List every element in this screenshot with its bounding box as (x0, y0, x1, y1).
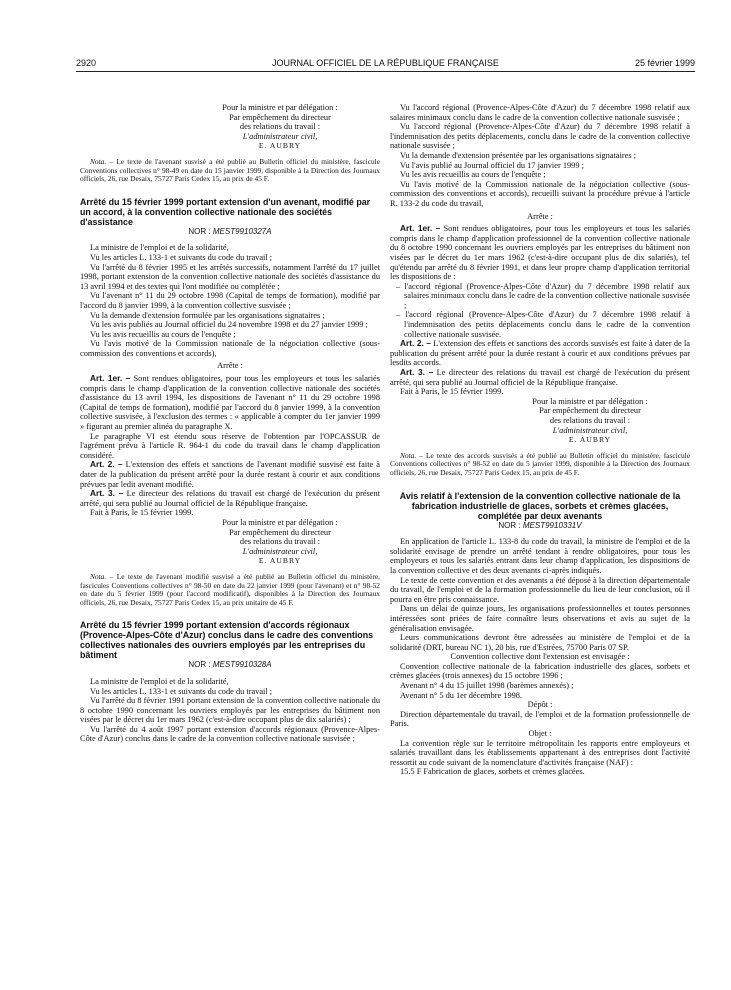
signature-block (490, 397, 690, 445)
left-column (80, 103, 380, 744)
body-paragraph: Vu la demande d'extension présentée par les organisations signataires ; (400, 150, 637, 160)
nor-label: NOR : (498, 520, 521, 530)
body-paragraph: Convention collective nationale de la fabrication industrielle des glaces, sorbets et crèmes glacées (trois annexes) du 15 octobre 1996 ; (390, 661, 690, 681)
nota-text: Le texte des accords susvisés a été publié au Bulletin officiel du ministère, fascicule Conventions collectives n° 98-52 en date du 5 janvier 1999, disponible à la Direction des Journaux officiels, 26, rue Desaix, 75727 Paris Cedex 15, au prix de 45 F. (390, 450, 690, 477)
section-heading: Convention collective dont l'extension est envisagée : (450, 652, 630, 662)
journal-title: JOURNAL OFFICIEL DE LA RÉPUBLIQUE FRANÇAISE (272, 58, 499, 68)
arrete-word: Arrête : (217, 361, 243, 371)
body-paragraph: La ministre de l'emploi et de la solidarité, (90, 676, 229, 686)
fait-line: Fait à Paris, le 15 février 1999. (90, 508, 194, 518)
issue-date: 25 février 1999 (634, 58, 695, 68)
body-paragraph: Vu les avis publiés au Journal officiel du 24 novembre 1998 et du 27 janvier 1999 ; (90, 320, 368, 330)
signature-line: Pour la ministre et par délégation : (222, 517, 338, 527)
signature-line: des relations du travail : (239, 537, 321, 547)
article-text: L'extension des effets et sanctions des accords susvisés est faite à dater de la publication du présent arrêté pour la durée restant à courir et aux conditions prévues par lesdits accords. (390, 339, 691, 368)
body-paragraph: Vu l'arrêté du 8 février 1995 et les arrêtés successifs, notamment l'arrêté du 17 juillet 1998, portant extension de la convention collective nationale des sociétés d'assistance du 13 avril 1994 et des textes qui l'ont modifiée ou complétée ; (80, 262, 380, 291)
nota-paragraph (80, 158, 380, 184)
body-paragraph: Avenant n° 5 du 1er décembre 1998. (400, 690, 523, 700)
body-paragraph: Dans un délai de quinze jours, les organisations professionnelles et toutes personnes intéressées sont priées de faire connaître leurs observations et avis au sujet de la généralisation envisagée. (390, 604, 690, 633)
article-text: Sont rendues obligatoires, pour tous les employeurs et tous les salariés compris dans le champ d'application professionnel de la convention collective nationale du 8 octobre 1990 concernant les ouvriers employés par les entreprises du bâtiment non visées par le décret du 1er mars 1962 (c'est-à-dire occupant plus de dix salariés), tel qu'étendu par arrêté du 8 février 1991, et dans leur propre champ d'application territorial les dispositions de : (390, 224, 690, 282)
nor-reference (80, 227, 380, 237)
signature-name: E. AUBRY (258, 556, 302, 566)
nor-reference (390, 521, 690, 531)
body-paragraph: En application de l'article L. 133-8 du code du travail, la ministre de l'emploi et de la solidarité envisage de prendre un arrêté tendant à rendre obligatoires, pour tous les employeurs et tous les salariés entrant dans leur champ d'application, les dispositions de la convention collective et des deux avenants ci-après indiqués. (390, 537, 690, 575)
body-paragraph: La ministre de l'emploi et de la solidarité, (90, 243, 229, 253)
body-paragraph: Direction départementale du travail, de l'emploi et de la formation professionnelle de Paris. (390, 709, 690, 729)
body-paragraph: Vu l'avenant n° 11 du 29 octobre 1998 (Capital de temps de formation), modifié par l'accord du 8 janvier 1999, à la convention collective susvisée ; (80, 291, 380, 310)
body-paragraph: Vu les avis recueillis au cours de l'enquête ; (90, 329, 236, 339)
article-label: Art. 1er. – (90, 373, 131, 384)
header-rule (76, 71, 695, 72)
nota-text: Le texte de l'avenant modifié susvisé a été publié au Bulletin officiel du ministère, fascicules Conventions collectives n° 98-50 en date du 22 janvier 1999 (pour l'avenant) et n° 98-52 en date du 5 février 1999 (pour l'accord modificatif), disponibles à la Direction des Journaux officiels, 26, rue Desaix, 75727 Paris Cedex 15, au prix unitaire de 45 F. (80, 571, 380, 607)
section-heading: Dépôt : (527, 700, 553, 710)
nota-label: Nota. – (400, 450, 423, 460)
nor-code: MESТ9910328A (212, 660, 272, 670)
avis-title: Avis relatif à l'extension de la convention collective nationale de la fabrication industrielle de glaces, sorbets et crèmes glacées, complétée par deux avenants (399, 490, 681, 521)
body-paragraph: Leurs communications devront être adressées au ministère de l'emploi et de la solidarité (DRT, bureau NC 1), 20 bis, rue d'Estrées, 75700 Paris 07 SP. (390, 633, 690, 652)
body-paragraph: Vu l'arrêté du 8 février 1991 portant extension de la convention collective nationale du 8 octobre 1990 concernant les ouvriers employés par les entreprises du bâtiment non visées par le décret du 1er mars 1962 (c'est-à-dire occupant plus de dix salariés) ; (80, 696, 380, 725)
body-paragraph: Vu la demande d'extension formulée par les organisations signataires ; (90, 310, 325, 320)
fait-line: Fait à Paris, le 15 février 1999. (400, 387, 504, 397)
article-text: Le directeur des relations du travail est chargé de l'exécution du présent arrêté, qui sera publié au Journal officiel de la République française. (390, 368, 690, 387)
nota-text: Le texte de l'avenant susvisé a été publié au Bulletin officiel du ministère, fascicule Conventions collectives n° 98-49 en date du 15 janvier 1999, disponible à la Direction des Journaux officiels, 26, rue Desaix, 75727 Paris Cedex 15, au prix de 45 F. (80, 156, 381, 184)
arrete-title: Arrêté du 15 février 1999 portant extension d'accords régionaux (Provence-Alpes-Côte d'Azur) conclus dans le cadre des conventions collectives nationales des ouvriers employés par les entreprises du bâtiment (80, 620, 374, 661)
article-3 (390, 368, 690, 387)
body-paragraph: Vu l'arrêté du 4 août 1997 portant extension d'accords régionaux (Provence-Alpes-Côte d'Azur) conclus dans le cadre de la convention collective nationale susvisée ; (80, 724, 380, 744)
nor-code: MESТ9910327A (212, 226, 272, 236)
nor-label: NOR : (188, 660, 211, 670)
article-label: Art. 2. – (90, 459, 123, 470)
signature-line: Par empêchement du directeur (539, 406, 641, 416)
right-column (390, 103, 690, 777)
body-paragraph: Avenant n° 4 du 15 juillet 1998 (barèmes annexés) ; (400, 681, 574, 691)
signature-title: L'administrateur civil, (242, 546, 318, 556)
signature-name: E. AUBRY (568, 435, 612, 445)
body-paragraph: Vu l'accord régional (Provence-Alpes-Côte d'Azur) du 7 décembre 1998 relatif à l'indemnisation des petits déplacements, conclu dans le cadre de la convention collective nationale susvisée ; (390, 122, 690, 151)
page-number: 2920 (76, 58, 97, 68)
body-paragraph: Le paragraphe VI est étendu sous réserve de l'obtention par l'OPCASSUR de l'agrément prévu à l'article R. 964-1 du code du travail dans le champ d'application considéré. (80, 431, 380, 460)
body-paragraph: Vu l'accord régional (Provence-Alpes-Côte d'Azur) du 7 décembre 1998 relatif aux salaires minimaux conclu dans le cadre de la convention collective nationale susvisée ; (390, 103, 690, 122)
article-text: L'extension des effets et sanctions de l'avenant modifié susvisé est faite à dater de la publication du présent arrêté pour la durée restant à courir et aux conditions prévues par ledit avenant modifié. (80, 460, 380, 489)
list-item: – l'accord régional (Provence-Alpes-Côte d'Azur) du 7 décembre 1998 relatif à l'indemnisation des petits déplacements conclu dans le cadre de la convention collective nationale susvisée. (396, 310, 690, 339)
arrete-title: Arrêté du 15 février 1999 portant extension d'un avenant, modifié par un accord, à la convention collective nationale des sociétés d'assistance (80, 196, 371, 227)
article-label: Art. 3. – (90, 488, 124, 499)
body-paragraph: Vu l'avis motivé de la Commission nationale de la négociation collective (sous-commission des conventions et accords), (80, 339, 380, 358)
nota-paragraph (390, 452, 690, 478)
body-paragraph: Le texte de cette convention et des avenants a été déposé à la direction départementale du travail, de l'emploi et de la formation professionnelle du lieu de leur conclusion, où il pourra en être pris connaissance. (390, 575, 690, 604)
article-label: Art. 1er. – (400, 223, 441, 234)
signature-line: Pour la ministre et par délégation : (532, 396, 648, 406)
signature-line: Par empêchement du directeur (229, 112, 331, 122)
body-paragraph: Vu les avis recueillis au cours de l'enquête ; (400, 170, 546, 180)
signature-line: Pour la ministre et par délégation : (222, 103, 338, 112)
nota-label: Nota. – (90, 156, 114, 166)
body-paragraph: Vu les articles L. 133-1 et suivants du code du travail ; (90, 252, 273, 262)
signature-block (180, 518, 380, 566)
article-1 (390, 224, 690, 282)
signature-line: Par empêchement du directeur (229, 527, 331, 537)
signature-title: L'administrateur civil, (552, 425, 628, 435)
nota-paragraph (80, 573, 380, 607)
body-paragraph: La convention règle sur le territoire métropolitain les rapports entre employeurs et salariés travaillant dans les établissements appartenant à des entreprises dont l'activité ressortit au code suivant de la nomenclature d'activités française (NAF) : (390, 738, 690, 767)
signature-line: des relations du travail : (239, 122, 321, 132)
article-3 (80, 489, 380, 508)
nor-label: NOR : (188, 226, 211, 236)
signature-line: des relations du travail : (549, 416, 631, 425)
body-paragraph: 15.5 F Fabrication de glaces, sorbets et crèmes glacées. (400, 767, 585, 777)
list-item: – l'accord régional (Provence-Alpes-Côte d'Azur) du 7 décembre 1998 relatif aux salaires minimaux conclu dans le cadre de la convention collective nationale susvisée ; (396, 281, 690, 310)
nor-code: MESТ9910331V (522, 520, 582, 530)
body-paragraph: Vu les articles L. 133-1 et suivants du code du travail ; (90, 686, 273, 696)
article-text: Sont rendues obligatoires, pour tous les employeurs et tous les salariés compris dans le champ d'application de la convention collective nationale des sociétés d'assistance du 13 avril 1994, les dispositions de l'avenant n° 11 du 29 octobre 1998 (Capital de temps de formation), modifié par l'accord du 8 janvier 1999, à la convention collective susvisée, à l'exclusion des termes : « applicable à compter du 1er janvier 1999 » figurant au premier alinéa du paragraphe X. (80, 374, 380, 432)
arrete-word: Arrête : (527, 211, 553, 221)
body-paragraph: Vu l'avis publié au Journal officiel du 17 janvier 1999 ; (400, 160, 584, 170)
article-1 (80, 374, 380, 432)
signature-title: L'administrateur civil, (242, 131, 318, 141)
nor-reference (80, 660, 380, 670)
article-2 (390, 339, 690, 368)
article-2 (80, 460, 380, 489)
nota-label: Nota. – (90, 571, 114, 581)
article-label: Art. 2. – (400, 338, 431, 349)
article-label: Art. 3. – (400, 367, 434, 378)
signature-block (180, 103, 380, 151)
section-heading: Objet : (528, 729, 552, 739)
article-text: Le directeur des relations du travail est chargé de l'exécution du présent arrêté, qui sera publié au Journal officiel de la République française. (80, 489, 380, 508)
page-header (76, 58, 695, 72)
signature-name: E. AUBRY (258, 141, 302, 151)
body-paragraph: Vu l'avis motivé de la Commission nationale de la négociation collective (sous-commission des conventions et accords), recueilli suivant la procédure prévue à l'article R. 133-2 du code du travail, (390, 179, 690, 208)
